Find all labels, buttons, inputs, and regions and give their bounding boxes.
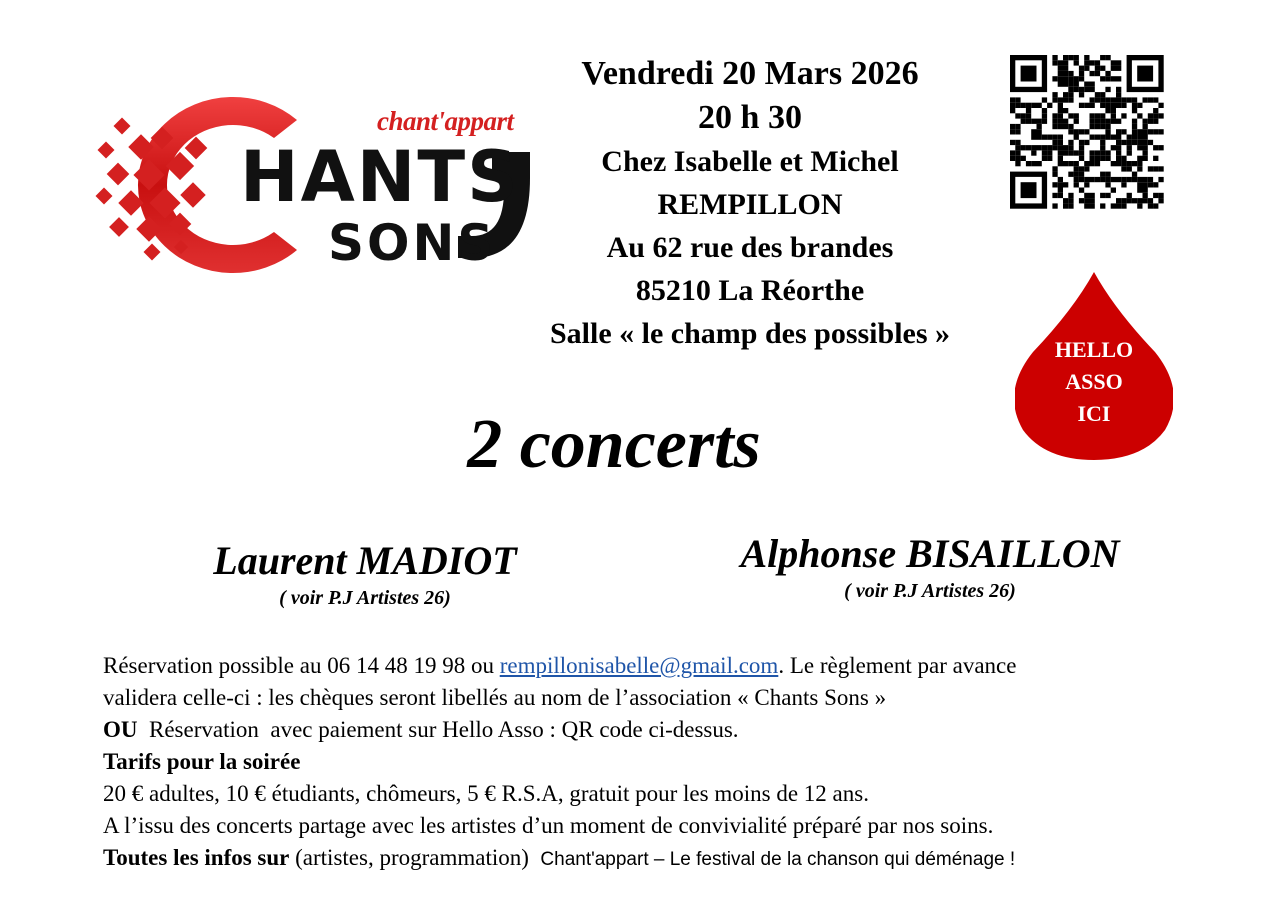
hello-asso-line: OU Réservation avec paiement sur Hello Asso : QR code ci-dessus. — [103, 717, 739, 742]
artist-ref: ( voir P.J Artistes 26) — [279, 587, 451, 609]
festival-link[interactable]: Chant'appart – Le festival de la chanson qui déménage ! — [540, 849, 1016, 870]
qr-code-icon — [1010, 55, 1170, 210]
tarifs-line: 20 € adultes, 10 € étudiants, chômeurs, 5 € R.S.A, gratuit pour les moins de 12 ans. — [103, 781, 869, 806]
hello-asso-line3: ICI — [1077, 401, 1111, 426]
info-block — [103, 650, 1223, 876]
reservation-line: Réservation possible au 06 14 48 19 98 ou rempillonisabelle@gmail.com. Le règlement par avance — [103, 653, 1017, 678]
hello-asso-qr-code[interactable] — [1010, 55, 1170, 210]
artist-2 — [705, 530, 1155, 604]
event-time: 20 h 30 — [698, 99, 802, 136]
event-host: Chez Isabelle et Michel — [601, 145, 899, 178]
chants-sons-logo — [92, 90, 552, 280]
event-street: Au 62 rue des brandes — [606, 231, 894, 264]
cheque-line: validera celle-ci : les chèques seront libellés au nom de l’association « Chants Sons » — [103, 685, 887, 710]
event-city: 85210 La Réorthe — [635, 274, 865, 307]
artist-ref: ( voir P.J Artistes 26) — [844, 580, 1016, 602]
logo-word-hants: HANTS — [240, 136, 520, 218]
artist-name: Laurent MADIOT — [213, 538, 517, 583]
headline: 2 concerts — [467, 406, 761, 483]
logo-tagline: chant'appart — [377, 106, 514, 136]
hello-asso-line2: ASSO — [1065, 369, 1123, 394]
convivial-line: A l’issu des concerts partage avec les artistes d’un moment de convivialité préparé par nos soins. — [103, 813, 994, 838]
hello-asso-line1: HELLO — [1054, 337, 1134, 362]
event-details — [490, 52, 1010, 355]
artist-1 — [165, 537, 565, 611]
artist-name: Alphonse BISAILLON — [740, 531, 1120, 576]
tarifs-title: Tarifs pour la soirée — [103, 749, 301, 774]
event-venue: Salle « le champ des possibles » — [549, 317, 951, 350]
email-link[interactable]: rempillonisabelle@gmail.com — [499, 653, 779, 678]
infos-line: Toutes les infos sur (artistes, programmation) Chant'appart – Le festival de la chanson qui déménage ! — [103, 845, 1016, 870]
logo-word-sons: SONS — [328, 214, 497, 272]
event-date: Vendredi 20 Mars 2026 — [581, 55, 919, 92]
event-host-surname: REMPILLON — [657, 188, 843, 221]
